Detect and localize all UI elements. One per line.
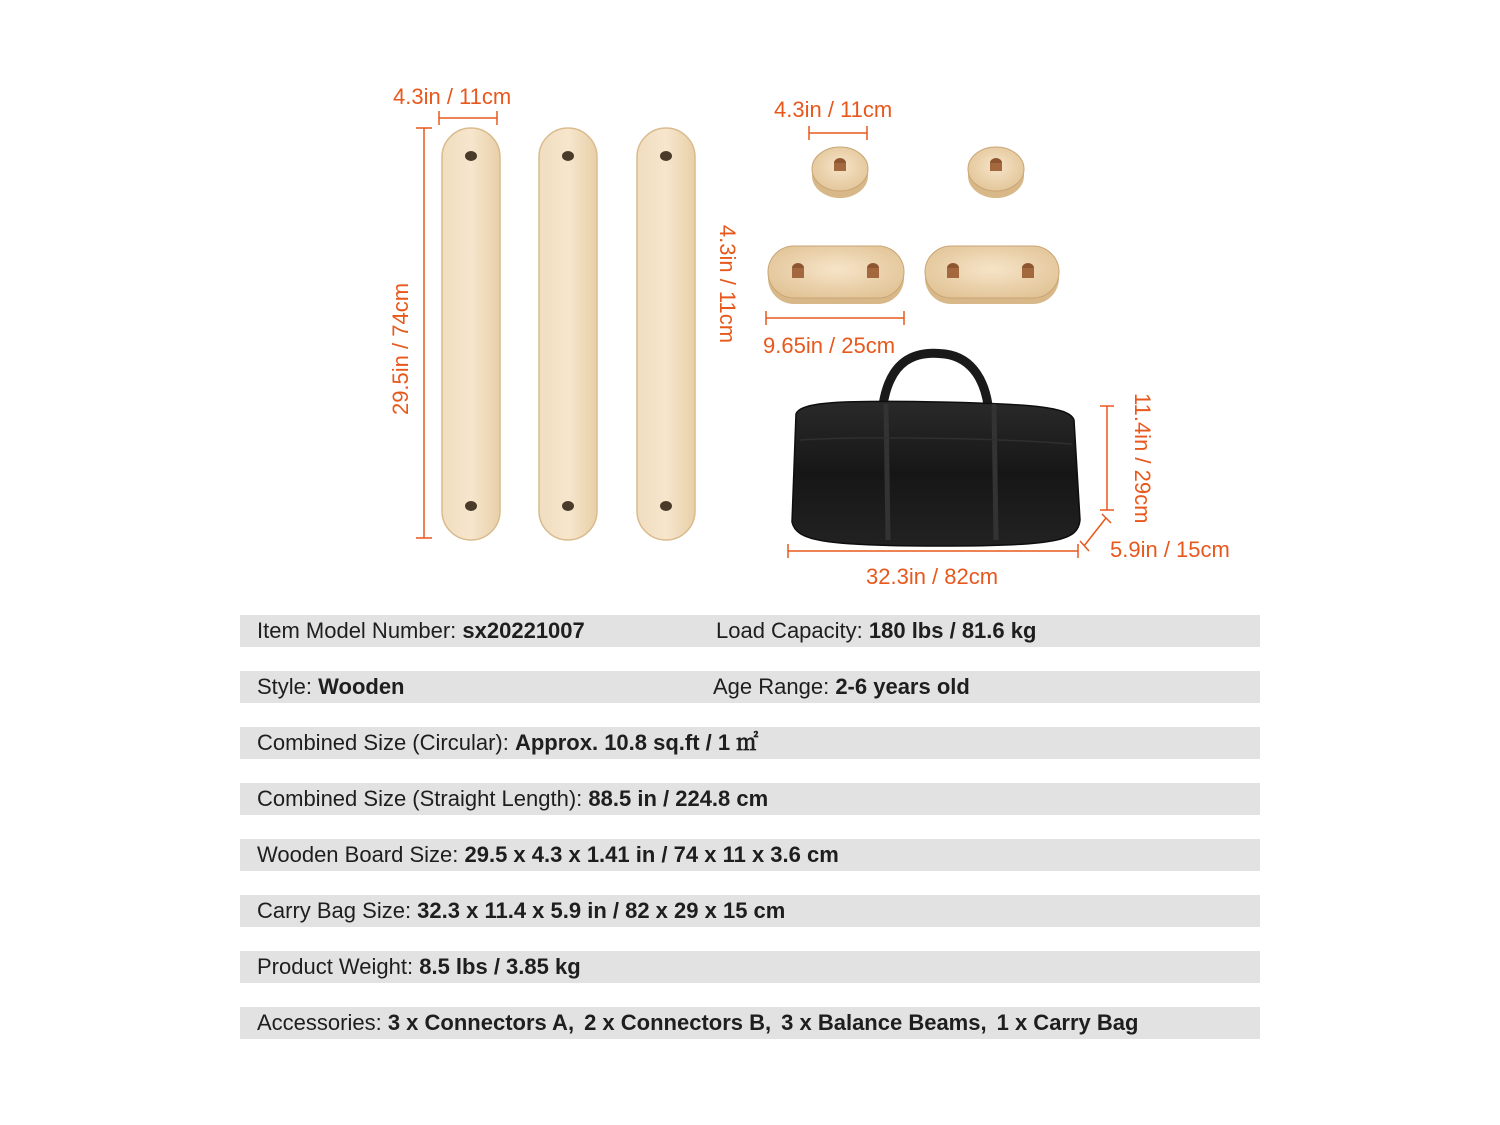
load-capacity xyxy=(716,615,1036,647)
bag-depth-line xyxy=(1080,514,1111,551)
circular-size xyxy=(257,727,758,759)
board-size xyxy=(257,839,839,871)
connector-a-width-label: 4.3in / 11cm xyxy=(774,97,893,122)
connector-a-width-line xyxy=(809,126,867,140)
circular-size-value: Approx. 10.8 sq.ft / 1 ㎡ xyxy=(514,730,759,755)
spec-row-style-age xyxy=(240,671,1260,703)
accessory-item: 2 x Connectors B xyxy=(584,1010,766,1035)
bag-height-label: 11.4in / 29cm xyxy=(1130,393,1155,524)
age-range xyxy=(713,671,970,703)
bag-length-label: 32.3in / 82cm xyxy=(866,564,999,589)
style-label: Style: xyxy=(257,674,319,699)
board-size-value: 29.5 x 4.3 x 1.41 in / 74 x 11 x 3.6 cm xyxy=(464,842,839,867)
board-size-label: Wooden Board Size: xyxy=(257,842,465,867)
connector-a-1 xyxy=(812,147,868,198)
circular-size-label: Combined Size (Circular): xyxy=(257,730,515,755)
accessories: Accessories: 3 x Connectors A, 2 x Connectors B, 3 x Balance Beams, 1 x Carry Bag xyxy=(257,1010,1139,1035)
board-width-label: 4.3in / 11cm xyxy=(393,84,512,109)
bag-size-label: Carry Bag Size: xyxy=(257,898,418,923)
bag-size-value: 32.3 x 11.4 x 5.9 in / 82 x 29 x 15 cm xyxy=(417,898,786,923)
connector-b-1 xyxy=(768,246,904,304)
spec-row-bag-size xyxy=(240,895,1260,927)
connector-b-2 xyxy=(925,246,1059,304)
product-weight-label: Product Weight: xyxy=(257,954,420,979)
style-value: Wooden xyxy=(318,674,405,699)
load-capacity-value: 180 lbs / 81.6 kg xyxy=(868,618,1037,643)
board-length-line xyxy=(416,128,432,538)
bag-depth-label: 5.9in / 15cm xyxy=(1110,537,1230,562)
accessory-item: 1 x Carry Bag xyxy=(996,1010,1139,1035)
load-capacity-label: Load Capacity: xyxy=(716,618,869,643)
connector-b-height-label: 4.3in / 11cm xyxy=(715,224,740,344)
connector-b-length-line xyxy=(766,311,904,325)
connector-b-length-label: 9.65in / 25cm xyxy=(763,333,896,358)
product-weight-value: 8.5 lbs / 3.85 kg xyxy=(419,954,581,979)
accessories-label: Accessories: xyxy=(257,1010,388,1035)
spec-row-model-load xyxy=(240,615,1260,647)
spec-row-accessories xyxy=(240,1007,1260,1039)
straight-length-label: Combined Size (Straight Length): xyxy=(257,786,589,811)
age-range-label: Age Range: xyxy=(713,674,836,699)
model-number xyxy=(257,615,585,647)
carry-bag xyxy=(792,353,1080,546)
style xyxy=(257,671,405,703)
balance-beam-3 xyxy=(637,128,695,540)
balance-beam-2 xyxy=(539,128,597,540)
spec-row-straight-length xyxy=(240,783,1260,815)
spec-row-board-size xyxy=(240,839,1260,871)
balance-beam-1 xyxy=(442,128,500,540)
straight-length xyxy=(257,783,768,815)
spec-row-circular-size xyxy=(240,727,1260,759)
age-range-value: 2-6 years old xyxy=(835,674,970,699)
model-number-label: Item Model Number: xyxy=(257,618,463,643)
spec-row-weight xyxy=(240,951,1260,983)
accessory-item: 3 x Connectors A xyxy=(387,1010,568,1035)
board-width-line xyxy=(439,111,497,125)
accessory-item: 3 x Balance Beams xyxy=(781,1010,981,1035)
bag-height-line xyxy=(1100,406,1114,510)
connector-a-2 xyxy=(968,147,1024,198)
model-number-value: sx20221007 xyxy=(462,618,585,643)
straight-length-value: 88.5 in / 224.8 cm xyxy=(588,786,769,811)
product-weight xyxy=(257,951,581,983)
bag-size xyxy=(257,895,785,927)
board-length-label: 29.5in / 74cm xyxy=(388,282,413,416)
